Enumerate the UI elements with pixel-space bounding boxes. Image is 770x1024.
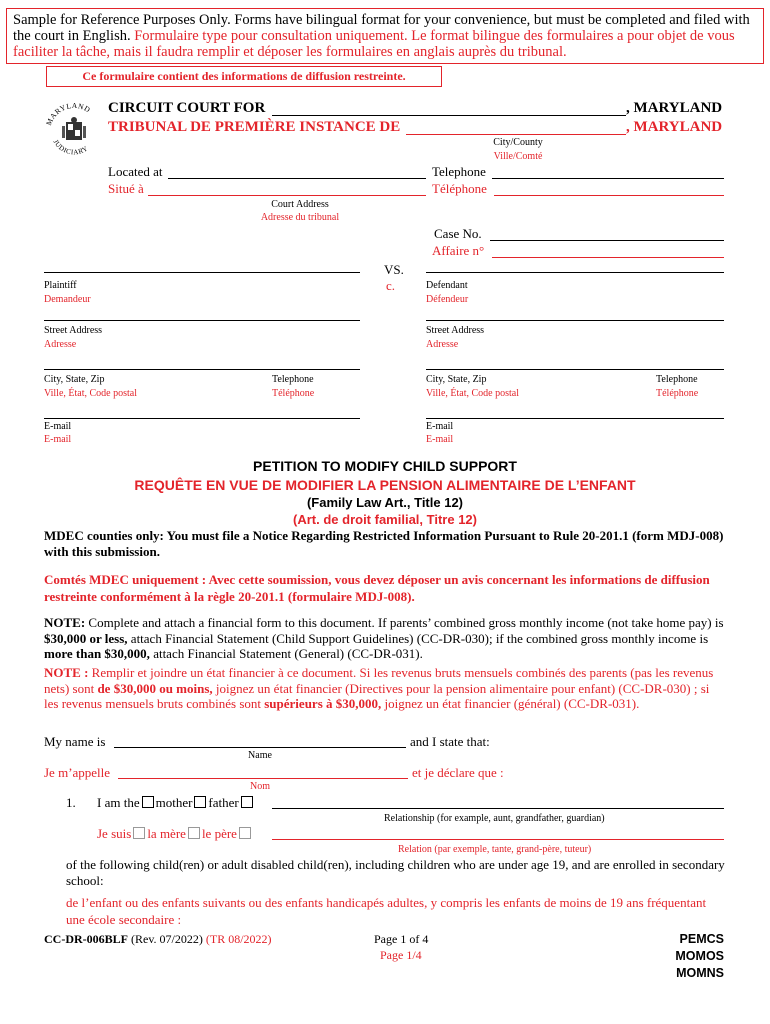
case-no-field-fr[interactable] xyxy=(492,257,724,258)
court-label-en: CIRCUIT COURT FOR xyxy=(108,100,266,116)
plaintiff-city-label-fr: Ville, État, Code postal xyxy=(44,388,137,399)
children-statement-fr: de l’enfant ou des enfants suivants ou des enfants handicapés adultes, y compris les enfants de moins de 19 ans fréquentant une école secondaire : xyxy=(66,895,707,927)
plaintiff-city-label: City, State, Zip xyxy=(44,374,105,385)
code-momns: MOMNS xyxy=(676,966,724,980)
plaintiff-email-label-fr: E-mail xyxy=(44,434,72,445)
defendant-email-label: E-mail xyxy=(426,421,454,432)
financial-note-fr xyxy=(44,665,726,712)
financial-note xyxy=(44,615,726,662)
relationship-field[interactable] xyxy=(272,808,724,809)
case-no-label: Case No. xyxy=(434,226,482,241)
note-label: NOTE: xyxy=(44,615,86,630)
item-1-number: 1. xyxy=(66,795,76,810)
maryland-judiciary-seal xyxy=(44,100,104,162)
court-address-line2[interactable] xyxy=(148,195,426,196)
mother-label-fr: la mère xyxy=(147,826,186,841)
state-label-en: , MARYLAND xyxy=(626,100,723,116)
other-relationship-checkbox[interactable] xyxy=(241,796,253,808)
defendant-street-label-fr: Adresse xyxy=(426,339,459,350)
mother-checkbox-fr[interactable] xyxy=(133,827,145,839)
note-text-1: Complete and attach a financial form to this document. If parents’ combined gross monthly income (not take home pay) is xyxy=(85,615,724,630)
relationship-field-fr[interactable] xyxy=(272,839,724,840)
name-caption-fr: Nom xyxy=(250,781,270,792)
plaintiff-label-fr: Demandeur xyxy=(44,294,91,305)
court-address-line1[interactable] xyxy=(168,178,426,179)
plaintiff-phone-label-fr: Téléphone xyxy=(272,388,315,399)
county-field-fr[interactable] xyxy=(406,134,626,135)
state-that-label: and I state that: xyxy=(410,734,490,749)
defendant-label-fr: Défendeur xyxy=(426,294,469,305)
city-county-label: City/County xyxy=(493,137,543,148)
plaintiff-phone-label: Telephone xyxy=(272,374,314,385)
form-translation: (TR 08/2022) xyxy=(202,932,272,946)
plaintiff-street-label-fr: Adresse xyxy=(44,339,77,350)
form-id xyxy=(44,932,272,947)
page-number-fr: Page 1/4 xyxy=(380,948,422,962)
note-label-fr: NOTE : xyxy=(44,665,89,680)
plaintiff-street-field[interactable] xyxy=(44,320,360,321)
note-text-fr-3: joignez un état financier (général) (CC-DR-031). xyxy=(381,696,640,711)
located-label: Located at xyxy=(108,164,163,179)
defendant-phone-label: Telephone xyxy=(656,374,698,385)
svg-text:JUDICIARY xyxy=(51,138,89,156)
my-name-label: My name is xyxy=(44,734,106,749)
seal-top-text: MARYLAND xyxy=(44,100,93,127)
code-momos: MOMOS xyxy=(675,949,724,963)
note-bold-1: $30,000 or less, xyxy=(44,630,128,646)
note-bold-2: more than $30,000, xyxy=(44,646,150,661)
court-telephone-field[interactable] xyxy=(492,178,724,179)
vs-label-fr: c. xyxy=(386,278,396,293)
defendant-name-field[interactable] xyxy=(426,272,724,273)
defendant-email-field[interactable] xyxy=(426,418,724,419)
reference-notice xyxy=(6,8,764,64)
note-text-fr-2: joignez un état financier (Directives pour la pension alimentaire pour enfant) (CC-DR-030) ; si les revenus mensuels bruts combinés sont xyxy=(44,680,710,711)
father-label-fr: le père xyxy=(201,826,237,841)
vs-label: VS. xyxy=(384,262,404,277)
plaintiff-city-field[interactable] xyxy=(44,369,360,370)
law-reference-fr: (Art. de droit familial, Titre 12) xyxy=(293,512,477,527)
plaintiff-email-field[interactable] xyxy=(44,418,360,419)
i-am-the-label: I am the xyxy=(97,795,140,810)
defendant-street-field[interactable] xyxy=(426,320,724,321)
name-caption: Name xyxy=(248,750,272,761)
form-title: PETITION TO MODIFY CHILD SUPPORT xyxy=(253,458,517,474)
plaintiff-street-label: Street Address xyxy=(44,325,103,336)
other-relationship-checkbox-fr[interactable] xyxy=(239,827,251,839)
code-pemcs: PEMCS xyxy=(679,932,724,946)
relationship-row-fr xyxy=(97,826,253,842)
defendant-street-label: Street Address xyxy=(426,325,485,336)
relationship-row xyxy=(97,795,255,811)
mother-checkbox[interactable] xyxy=(142,796,154,808)
relationship-caption: Relationship (for example, aunt, grandfather, guardian) xyxy=(384,813,605,824)
form-number: CC-DR-006BLF xyxy=(44,932,128,946)
note-bold-fr-1: de $30,000 ou moins, xyxy=(97,680,213,696)
note-text-2: attach Financial Statement (Child Support Guidelines) (CC-DR-030); if the combined gross monthly income is xyxy=(127,630,709,646)
seal-bottom-text: JUDICIARY xyxy=(51,138,90,157)
court-address-caption: Court Address xyxy=(271,199,329,210)
case-no-field[interactable] xyxy=(490,240,724,241)
plaintiff-name-field[interactable] xyxy=(44,272,360,273)
father-checkbox-fr[interactable] xyxy=(188,827,200,839)
father-checkbox[interactable] xyxy=(194,796,206,808)
relationship-caption-fr: Relation (par exemple, tante, grand-père, tuteur) xyxy=(398,844,592,855)
case-no-label-fr: Affaire n° xyxy=(432,243,485,258)
defendant-label: Defendant xyxy=(426,280,468,291)
note-text-fr-1: Remplir et joindre un état financier à ce document. Si les revenus bruts mensuels combinés des parents (pas les revenus nets) sont xyxy=(44,665,714,696)
court-address-caption-fr: Adresse du tribunal xyxy=(260,212,340,223)
law-reference: (Family Law Art., Title 12) xyxy=(306,495,464,510)
father-label: father xyxy=(208,795,239,810)
plaintiff-email-label: E-mail xyxy=(44,421,72,432)
defendant-city-label: City, State, Zip xyxy=(426,374,487,385)
city-county-label-fr: Ville/Comté xyxy=(493,151,543,162)
my-name-field[interactable] xyxy=(114,747,406,748)
my-name-label-fr: Je m’appelle xyxy=(44,765,111,780)
children-statement: of the following child(ren) or adult disabled child(ren), including children who are under age 19, and are enrolled in secondary school: xyxy=(66,857,725,888)
note-text-3: attach Financial Statement (General) (CC-DR-031). xyxy=(149,646,423,661)
note-bold-fr-2: supérieurs à $30,000, xyxy=(264,696,382,711)
notice-en: Sample for Reference Purposes Only. Forms have bilingual format for your convenience, but must be completed and filed with the court in English. xyxy=(13,12,750,44)
mdec-notice-fr: Comtés MDEC uniquement : Avec cette soumission, vous devez déposer un avis concernant les informations de diffusion restreinte conformément à la règle 20-201.1 (formulaire MDJ-008). xyxy=(44,572,710,604)
court-telephone-label: Telephone xyxy=(432,164,486,179)
form-title-fr: REQUÊTE EN VUE DE MODIFIER LA PENSION ALIMENTAIRE DE L’ENFANT xyxy=(134,477,636,493)
defendant-city-field[interactable] xyxy=(426,369,724,370)
defendant-email-label-fr: E-mail xyxy=(426,434,454,445)
i-am-the-label-fr: Je suis xyxy=(97,826,132,841)
state-that-label-fr: et je déclare que : xyxy=(412,765,504,780)
defendant-phone-label-fr: Téléphone xyxy=(656,388,699,399)
county-field-en[interactable] xyxy=(272,115,626,116)
my-name-field-fr[interactable] xyxy=(118,778,408,779)
located-label-fr: Situé à xyxy=(108,181,144,196)
form-codes xyxy=(664,931,724,982)
restricted-info-banner: Ce formulaire contient des informations de diffusion restreinte. xyxy=(46,66,442,87)
notice-fr: Formulaire type pour consultation uniquement. Le format bilingue des formulaires a pour objet de vous faciliter la tâche, mais il faudra remplir et déposer les formulaires en anglais auprès du tribunal. xyxy=(13,28,735,60)
court-telephone-field-fr[interactable] xyxy=(494,195,724,196)
page-number: Page 1 of 4 xyxy=(374,932,429,946)
defendant-city-label-fr: Ville, État, Code postal xyxy=(426,388,519,399)
state-label-fr: , MARYLAND xyxy=(626,119,723,135)
court-telephone-label-fr: Téléphone xyxy=(432,181,487,196)
court-label-fr: TRIBUNAL DE PREMIÈRE INSTANCE DE xyxy=(108,119,401,135)
mdec-notice: MDEC counties only: You must file a Notice Regarding Restricted Information Pursuant to Rule 20-201.1 (form MDJ-008) with this submission. xyxy=(44,528,724,559)
form-revision: (Rev. 07/2022) xyxy=(128,932,203,946)
plaintiff-label: Plaintiff xyxy=(44,280,77,291)
mother-label: mother xyxy=(155,795,193,810)
